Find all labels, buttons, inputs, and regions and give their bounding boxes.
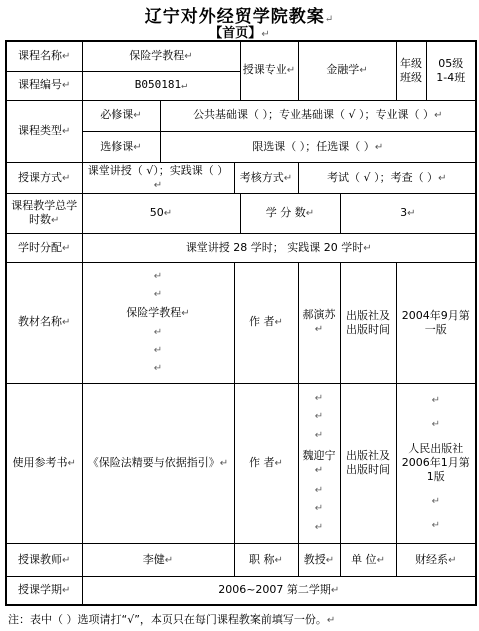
reference-value: 《保险法精要与依据指引》↵ xyxy=(82,383,234,543)
course-type-label: 课程类型↵ xyxy=(6,100,82,162)
teacher-label: 授课教师↵ xyxy=(6,544,82,577)
textbook-value: ↵ ↵ 保险学教程↵ ↵ ↵ ↵ xyxy=(82,263,234,384)
elective-options: 限选课（ ）；任选课（ ）↵ xyxy=(160,132,476,163)
teacher-value: 李健↵ xyxy=(82,544,234,577)
exam-method-options: 考试（ √ ）；考查（ ）↵ xyxy=(298,163,476,194)
document-subtitle: 【首页】↵ xyxy=(209,26,270,41)
course-code-label: 课程编号↵ xyxy=(6,71,82,100)
course-name-label: 课程名称↵ xyxy=(6,41,82,71)
footnote: 注：表中（ ）选项请打“√”，本页只在每门课程教案前填写一份。↵ xyxy=(8,613,336,626)
exam-method-label: 考核方式↵ xyxy=(234,163,298,194)
grade-class-values: 05级 1-4班 xyxy=(426,41,476,100)
hours-dist-label: 学时分配↵ xyxy=(6,233,82,262)
unit-label: 单 位↵ xyxy=(340,544,396,577)
grade-class-labels: 年级 班级 xyxy=(396,41,426,100)
reference-publisher-label: 出版社及出版时间 xyxy=(340,383,396,543)
course-name-value: 保险学教程↵ xyxy=(82,41,240,71)
document-title: 辽宁对外经贸学院教案↵ xyxy=(144,7,335,27)
semester-label: 授课学期↵ xyxy=(6,577,82,605)
required-label: 必修课↵ xyxy=(82,100,160,131)
elective-label: 选修课↵ xyxy=(82,132,160,163)
teach-method-label: 授课方式↵ xyxy=(6,163,82,194)
reference-author-label: 作 者↵ xyxy=(234,383,298,543)
semester-value: 2006~2007 第二学期↵ xyxy=(82,577,476,605)
required-options: 公共基础课（ ）；专业基础课（ √ ）；专业课（ ）↵ xyxy=(160,100,476,131)
hours-dist-value: 课堂讲授 28 学时； 实践课 20 学时↵ xyxy=(82,233,476,262)
course-info-table xyxy=(5,40,477,606)
teach-major-value: 金融学↵ xyxy=(298,41,396,100)
reference-publish-value: ↵ ↵ 人民出版社2006年1月第1版 ↵ ↵ xyxy=(396,383,476,543)
textbook-publisher-label: 出版社及出版时间 xyxy=(340,263,396,384)
teacher-title-label: 职 称↵ xyxy=(234,544,298,577)
course-code-value: B050181↵ xyxy=(82,71,240,100)
teacher-title-value: 教授↵ xyxy=(298,544,340,577)
unit-value: 财经系↵ xyxy=(396,544,476,577)
reference-author: ↵ ↵ ↵ 魏迎宁↵ ↵ ↵ ↵ xyxy=(298,383,340,543)
total-hours-label: 课程教学总学时数↵ xyxy=(6,194,82,234)
textbook-author: 郝演苏↵ xyxy=(298,263,340,384)
textbook-author-label: 作 者↵ xyxy=(234,263,298,384)
teach-major-label: 授课专业↵ xyxy=(240,41,298,100)
textbook-label: 教材名称↵ xyxy=(6,263,82,384)
credits-label: 学 分 数↵ xyxy=(240,194,340,234)
total-hours-value: 50↵ xyxy=(82,194,240,234)
textbook-publish-value: 2004年9月第一版 xyxy=(396,263,476,384)
credits-value: 3↵ xyxy=(340,194,476,234)
reference-label: 使用参考书↵ xyxy=(6,383,82,543)
teach-method-options: 课堂讲授（ √）；实践课（ ）↵ xyxy=(82,163,234,194)
